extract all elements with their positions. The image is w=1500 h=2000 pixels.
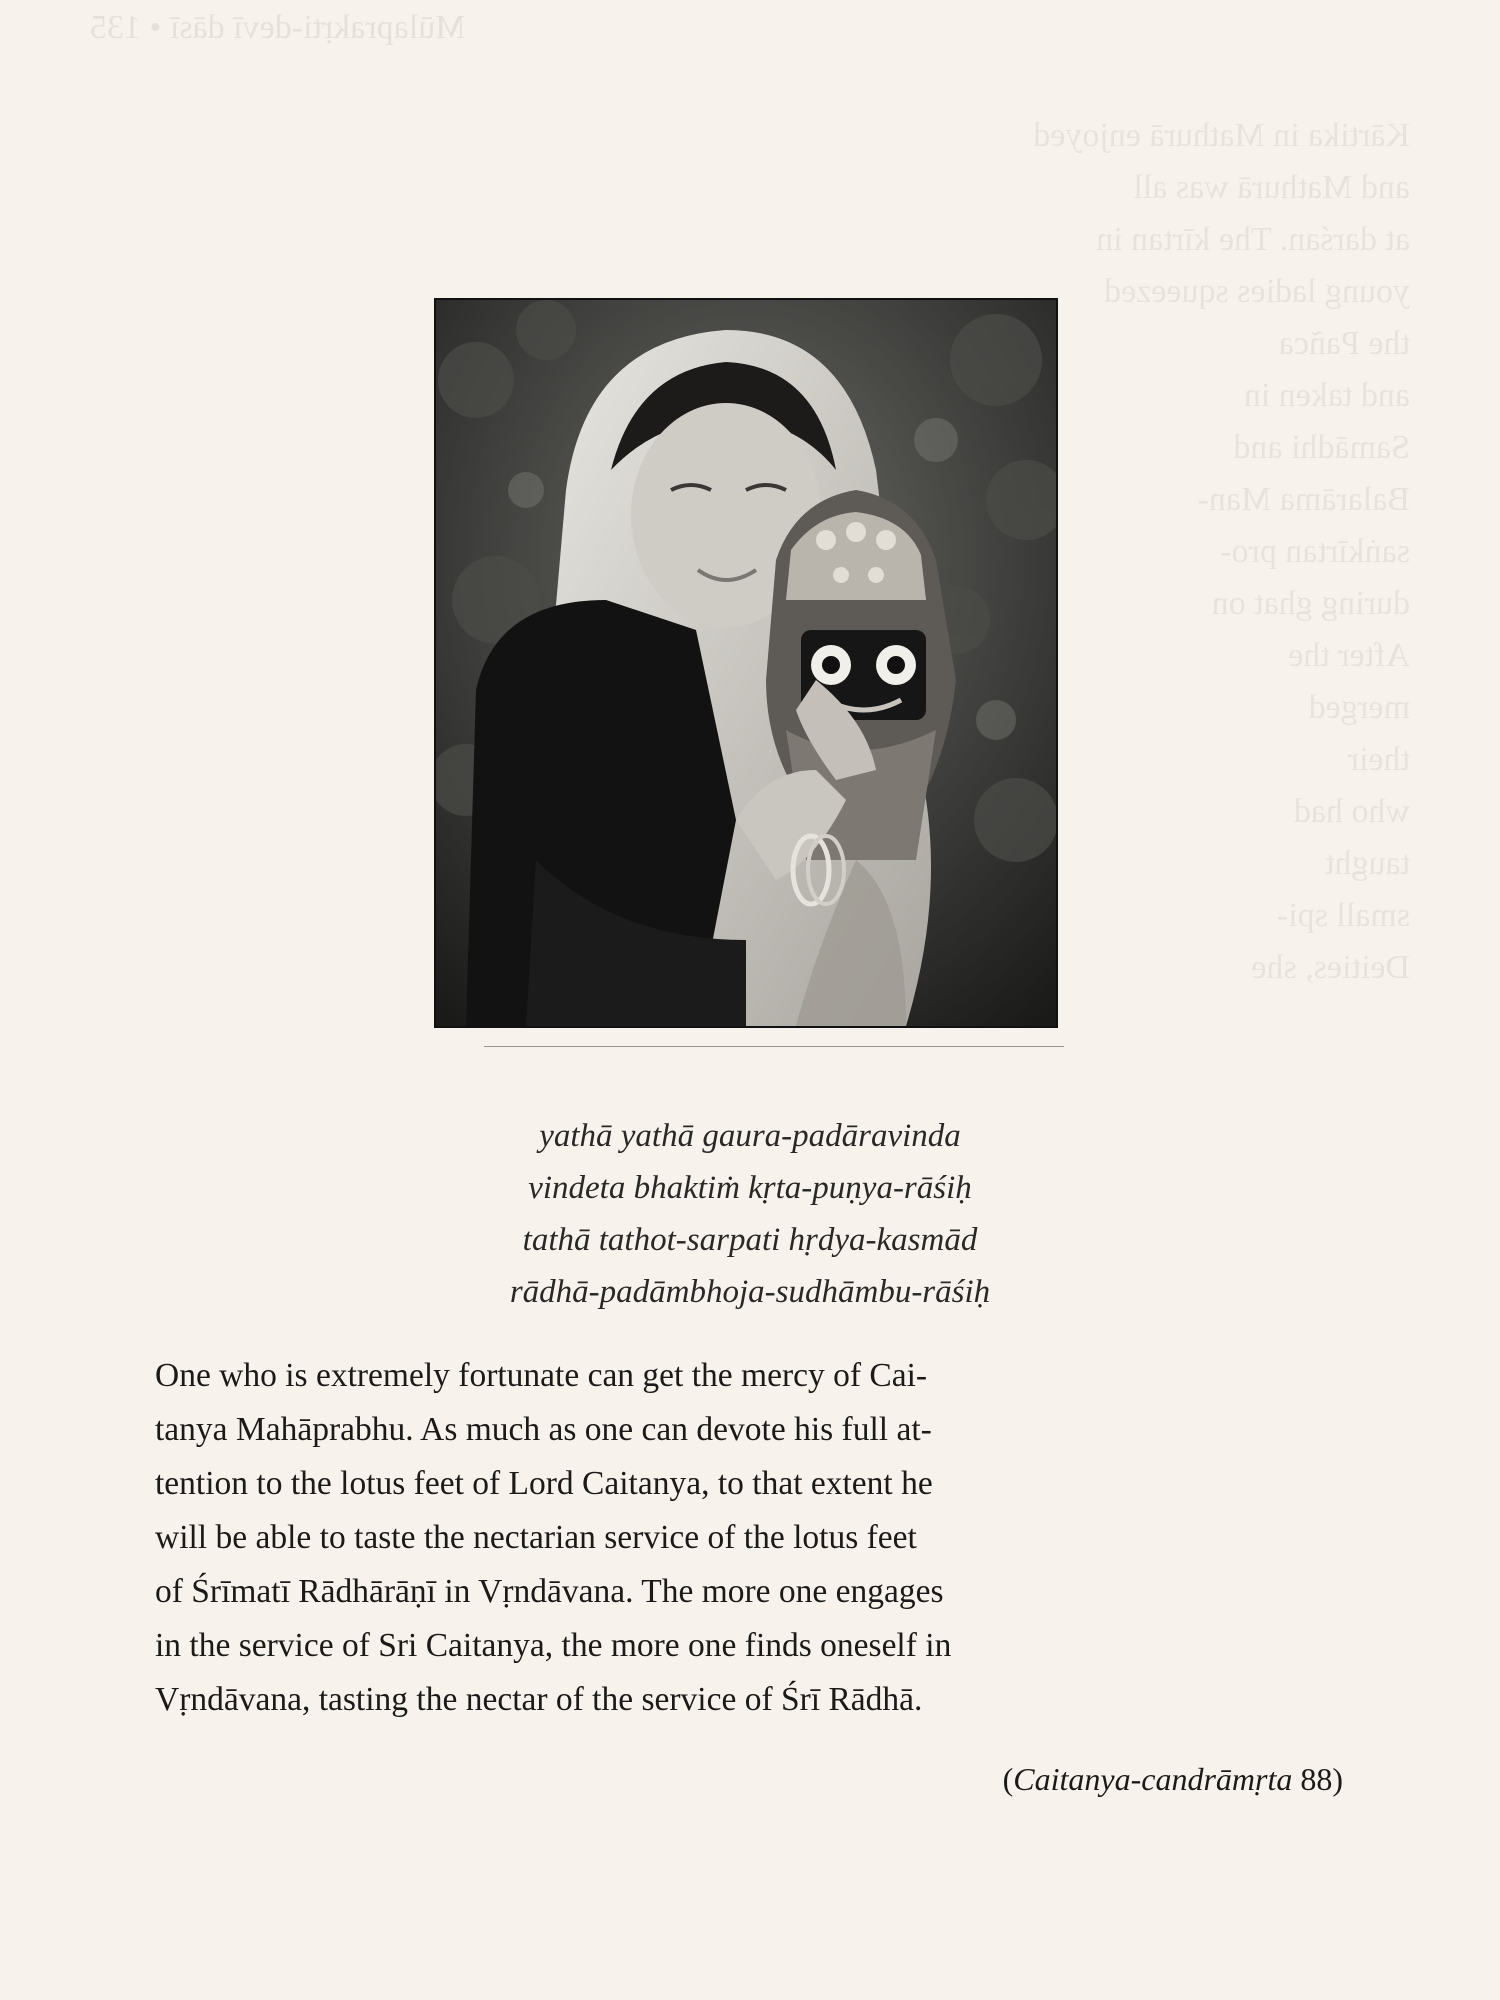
bleed-through-line: who had <box>1293 793 1410 830</box>
devotee-photo <box>434 298 1058 1028</box>
bleed-through-line: merged <box>1308 689 1410 726</box>
photo-underline <box>484 1046 1064 1047</box>
verse-line: rādhā-padāmbhoja-sudhāmbu-rāśiḥ <box>509 1274 991 1310</box>
bleed-through-line: and Mathurā was all <box>1133 169 1410 206</box>
verse-line: tathā tathot-sarpati hṛdya-kasmād <box>522 1222 978 1258</box>
bleed-through-line: Samādhi and <box>1233 429 1410 466</box>
purport-line: tanya Mahāprabhu. As much as one can devote his full at- <box>155 1411 932 1448</box>
purport-line: in the service of Sri Caitanya, the more one finds oneself in <box>155 1627 952 1664</box>
bleed-through-line: saṅkīrtan pro- <box>1220 533 1410 570</box>
bleed-through-line: Balarāma Man- <box>1197 481 1410 518</box>
citation-source: Caitanya-candrāmṛta <box>1013 1761 1293 1797</box>
bleed-through-line: young ladies squeezed <box>1104 273 1410 310</box>
bleed-through-line: small spi- <box>1276 897 1410 934</box>
purport-line: tention to the lotus feet of Lord Caitanya, to that extent he <box>155 1465 933 1502</box>
citation-open: ( <box>1002 1761 1014 1797</box>
bleed-through-line: taught <box>1325 845 1410 882</box>
bleed-through-header: Mūlaprakṛti-devī dāsī • 135 <box>90 9 466 46</box>
purport-paragraph <box>155 1349 1343 1727</box>
bleed-through-line: the Pañca <box>1278 325 1410 362</box>
bleed-through-line: their <box>1347 741 1410 778</box>
bleed-through-line: After the <box>1288 637 1410 674</box>
bleed-through-line: Kārtika in Mathurā enjoyed <box>1033 117 1410 154</box>
verse-line: vindeta bhaktiṁ kṛta-puṇya-rāśiḥ <box>528 1170 972 1206</box>
sanskrit-verse <box>340 1110 1160 1318</box>
citation-number: 88) <box>1292 1761 1343 1797</box>
citation <box>1003 1757 1343 1801</box>
purport-line: Vṛndāvana, tasting the nectar of the service of Śrī Rādhā. <box>155 1681 923 1718</box>
verse-line: yathā yathā gaura-padāravinda <box>539 1118 961 1154</box>
bleed-through-line: and taken in <box>1243 377 1410 414</box>
bleed-through-line: during ghat on <box>1211 585 1410 622</box>
purport-line: One who is extremely fortunate can get the mercy of Cai- <box>155 1357 928 1394</box>
purport-line: of Śrīmatī Rādhārāṇī in Vṛndāvana. The more one engages <box>155 1573 944 1610</box>
bleed-through-line: at darśan. The kīrtan in <box>1096 221 1410 258</box>
bleed-through-line: Deities, she <box>1251 949 1410 986</box>
purport-line: will be able to taste the nectarian service of the lotus feet <box>155 1519 917 1556</box>
devotee-holding-deity-photo-icon <box>436 300 1056 1026</box>
